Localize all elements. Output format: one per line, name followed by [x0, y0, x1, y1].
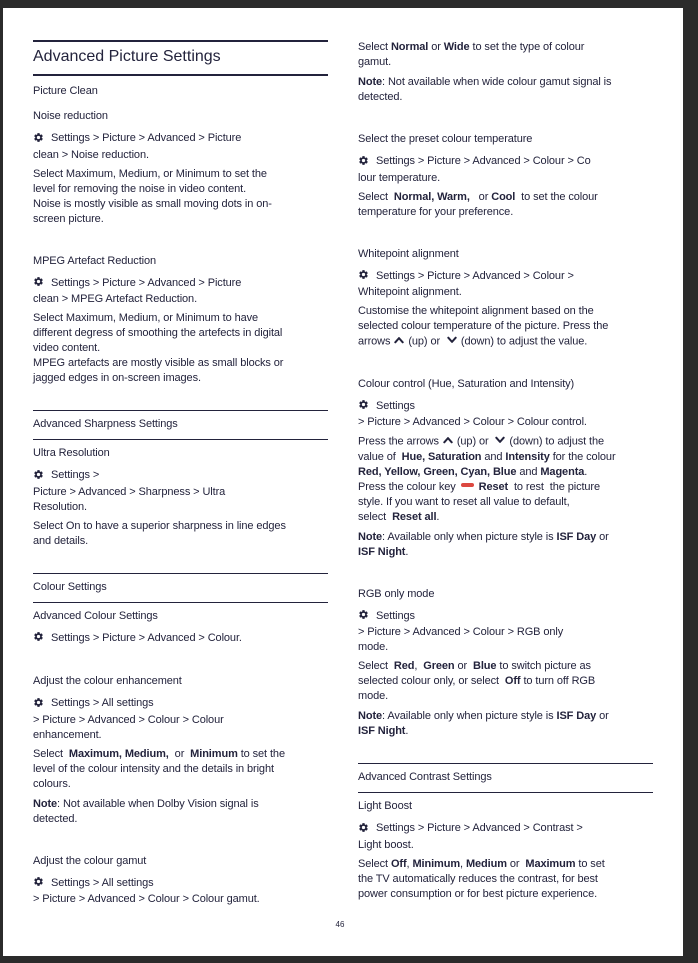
text-run: Select	[358, 857, 391, 870]
document-page	[3, 8, 683, 956]
paragraph	[33, 747, 328, 792]
text-run: the TV automatically reduces the contrast, for best	[358, 872, 598, 885]
topic-heading: Select the preset colour temperature	[358, 133, 533, 145]
paragraph	[358, 40, 653, 70]
topic-heading: Adjust the colour enhancement	[33, 675, 182, 687]
gear-icon	[33, 697, 44, 713]
text-run: arrows	[358, 335, 394, 348]
text-run: for the colour	[549, 450, 616, 463]
bold-text-run: Off	[504, 675, 521, 687]
text-run: : Available only when picture style is	[382, 710, 557, 722]
page-number: 46	[335, 920, 345, 929]
bold-text-run: Maximum, Medium,	[68, 747, 169, 760]
topic-heading: Adjust the colour gamut	[33, 854, 147, 867]
settings-path	[33, 468, 328, 515]
gear-icon	[358, 399, 369, 415]
text-run: : Not available when Dolby Vision signal is	[57, 797, 259, 810]
text-run: enhancement.	[33, 728, 102, 741]
settings-path	[358, 609, 653, 656]
settings-path	[358, 154, 653, 186]
text-run: Picture > Advanced > Sharpness > Ultra	[33, 485, 226, 498]
bold-text-run: Maximum	[525, 857, 576, 870]
bold-text-run: Medium	[465, 857, 507, 870]
paragraph	[358, 434, 653, 525]
text-run: Press the arrows	[358, 435, 442, 448]
bold-text-run: Note	[358, 710, 383, 722]
text-run: Settings > All settings	[51, 876, 154, 889]
text-run: or	[168, 747, 191, 760]
note-paragraph	[358, 75, 653, 105]
text-run: temperature for your preference.	[358, 205, 514, 218]
note-paragraph	[33, 797, 328, 827]
text-run: Whitepoint alignment.	[358, 286, 462, 298]
text-run: to switch picture as	[496, 660, 591, 672]
red-key-icon	[461, 483, 474, 487]
paragraph	[358, 659, 653, 704]
topic-heading: MPEG Artefact Reduction	[33, 254, 157, 267]
section-title: Advanced Picture Settings	[33, 40, 328, 76]
topic-heading: Noise reduction	[33, 110, 108, 122]
page-column-left	[33, 40, 328, 907]
gear-icon	[33, 631, 44, 647]
topic-heading: Advanced Colour Settings	[33, 609, 158, 622]
text-run: Select	[358, 190, 394, 203]
text-run: Settings > All settings	[51, 697, 154, 709]
topic-heading: Whitepoint alignment	[358, 247, 459, 260]
text-run: level of the colour intensity and the details in bright	[33, 762, 274, 775]
text-run: (up) or	[405, 335, 446, 348]
topic-heading: RGB only mode	[358, 587, 435, 600]
text-run: Settings	[376, 399, 415, 412]
ruled-section-heading: Advanced Contrast Settings	[358, 763, 653, 793]
text-run: clean > Noise reduction.	[33, 148, 149, 161]
gear-icon	[33, 469, 44, 485]
text-run: mode.	[358, 641, 389, 653]
text-run: > Picture > Advanced > Colour > RGB only	[358, 626, 564, 638]
bold-text-run: ISF Day	[556, 710, 597, 722]
topic-heading: Light Boost	[358, 800, 412, 812]
text-run: Settings > Picture > Advanced > Contrast >	[376, 822, 583, 834]
paragraph	[358, 304, 653, 350]
text-run: > Picture > Advanced > Colour > Colour gamut.	[33, 893, 260, 905]
text-run: mode.	[358, 690, 389, 702]
text-run: and	[481, 450, 506, 463]
paragraph	[358, 190, 653, 220]
bold-text-run: Note	[358, 530, 383, 543]
text-run: jagged edges in on-screen images.	[33, 372, 201, 384]
text-run: lour temperature.	[358, 171, 441, 184]
bold-text-run: Note	[358, 76, 383, 88]
text-run: > Picture > Advanced > Colour > Colour control.	[358, 416, 587, 428]
text-run: : Not available when wide colour gamut signal is	[382, 76, 612, 88]
text-run: (down) to adjust the value.	[457, 335, 588, 348]
bold-text-run: Hue, Saturation	[401, 450, 482, 463]
text-run: .	[584, 465, 588, 478]
settings-path	[33, 696, 328, 743]
bold-text-run: Reset	[478, 480, 509, 493]
bold-text-run: Note	[33, 797, 58, 810]
text-run: Settings > Picture > Advanced > Picture	[51, 132, 242, 144]
text-run: : Available only when picture style is	[382, 530, 557, 543]
text-run: to set the type of colour	[469, 41, 585, 53]
text-run: MPEG artefacts are mostly visible as small blocks or	[33, 357, 284, 369]
gear-icon	[358, 822, 369, 838]
text-run: Select Maximum, Medium, or Minimum to set the	[33, 167, 267, 180]
text-run: video content.	[33, 342, 101, 354]
bold-text-run: Blue	[473, 660, 497, 672]
text-run: selected colour only, or select	[358, 675, 505, 687]
text-run: and	[516, 465, 541, 478]
text-run: Light boost.	[358, 838, 414, 851]
arrow-up-icon	[394, 334, 404, 349]
text-run: Settings > Picture > Advanced > Picture	[51, 276, 242, 289]
text-run: Settings >	[51, 469, 100, 481]
text-run: Select Maximum, Medium, or Minimum to have	[33, 312, 259, 324]
text-run: or	[506, 857, 526, 870]
text-run: detected.	[358, 91, 403, 103]
text-run: or	[596, 530, 609, 543]
bold-text-run: ISF Night	[358, 725, 406, 737]
text-run: to set the colour	[515, 190, 598, 203]
text-run: Settings > Picture > Advanced > Colour >	[376, 269, 574, 282]
note-paragraph	[358, 709, 653, 739]
text-run: level for removing the noise in video content.	[33, 182, 247, 195]
paragraph	[358, 857, 653, 902]
text-run: Select	[358, 41, 391, 53]
text-run: or	[596, 710, 609, 722]
text-run: or	[428, 41, 444, 53]
text-run: Customise the whitepoint alignment based on the	[358, 305, 594, 317]
text-run: colours.	[33, 777, 71, 790]
bold-text-run: Intensity	[505, 450, 550, 463]
bold-text-run: Reset all	[392, 510, 437, 523]
text-run: ,	[414, 660, 424, 672]
text-run: value of	[358, 450, 402, 463]
bold-text-run: Red, Yellow, Green, Cyan, Blue	[358, 465, 517, 478]
text-run: Settings	[376, 609, 415, 622]
text-run: .	[405, 545, 409, 558]
text-run: different degress of smoothing the artefects in digital	[33, 327, 283, 339]
text-run: power consumption or for best picture experience.	[358, 887, 598, 900]
gear-icon	[358, 609, 369, 625]
arrow-up-icon	[443, 434, 453, 449]
text-run: select	[358, 510, 393, 523]
arrow-down-icon	[447, 334, 457, 349]
gear-icon	[33, 276, 44, 292]
paragraph	[33, 519, 328, 549]
paragraph	[33, 311, 328, 386]
page-column-right	[358, 40, 653, 902]
text-run: Press the colour key	[358, 480, 459, 493]
text-run: ,	[406, 857, 413, 870]
settings-path	[33, 131, 328, 163]
gear-icon	[358, 155, 369, 171]
note-paragraph	[358, 530, 653, 560]
bold-text-run: Minimum	[412, 857, 461, 870]
text-run: Settings > Picture > Advanced > Colour > Co	[376, 155, 591, 167]
text-run: .	[436, 510, 440, 523]
text-run: .	[405, 725, 409, 737]
text-run: (up) or	[453, 435, 495, 448]
bold-text-run: Normal, Warm,	[393, 190, 470, 203]
settings-path	[358, 269, 653, 301]
text-run: Select	[33, 747, 69, 760]
text-run: > Picture > Advanced > Colour > Colour	[33, 713, 224, 726]
settings-path	[358, 821, 653, 853]
settings-path	[33, 876, 328, 908]
text-run: ,	[460, 857, 466, 870]
text-run: or	[454, 660, 473, 672]
text-run: (down) to adjust the	[506, 435, 605, 448]
gear-icon	[33, 876, 44, 892]
text-run: Select	[358, 660, 394, 672]
settings-path	[33, 276, 328, 308]
text-run: Resolution.	[33, 500, 87, 513]
settings-path	[358, 399, 653, 431]
text-run: detected.	[33, 812, 78, 825]
text-run: gamut.	[358, 56, 392, 68]
bold-text-run: Minimum	[190, 747, 238, 760]
gear-icon	[33, 132, 44, 148]
text-run: or	[469, 190, 492, 203]
bold-text-run: Cool	[491, 190, 516, 203]
bold-text-run: Wide	[443, 41, 470, 53]
bold-text-run: Magenta	[540, 465, 585, 478]
text-run: style. If you want to reset all value to default,	[358, 495, 570, 508]
text-run: Noise is mostly visible as small moving dots in on-	[33, 197, 272, 210]
topic-heading: Picture Clean	[33, 85, 98, 97]
paragraph	[33, 167, 328, 227]
settings-path	[33, 631, 328, 648]
bold-text-run: Off	[390, 857, 407, 870]
topic-heading: Colour control (Hue, Saturation and Intensity)	[358, 377, 575, 390]
bold-text-run: Green	[423, 660, 455, 672]
bold-text-run: Normal	[390, 41, 429, 53]
text-run: to set	[575, 857, 605, 870]
text-run: to turn off RGB	[520, 675, 596, 687]
text-run: and details.	[33, 534, 89, 547]
topic-heading: Ultra Resolution	[33, 447, 110, 459]
gear-icon	[358, 269, 369, 285]
arrow-down-icon	[495, 434, 505, 449]
bold-text-run: Red	[393, 660, 415, 672]
text-run: Select On to have a superior sharpness in line edges	[33, 519, 286, 532]
text-run: screen picture.	[33, 212, 104, 225]
ruled-section-heading: Colour Settings	[33, 573, 328, 603]
text-run: clean > MPEG Artefact Reduction.	[33, 293, 198, 305]
bold-text-run: ISF Day	[556, 530, 597, 543]
bold-text-run: ISF Night	[358, 545, 406, 558]
text-run: to rest the picture	[508, 480, 601, 493]
ruled-section-heading: Advanced Sharpness Settings	[33, 410, 328, 440]
text-run: to set the	[237, 747, 285, 760]
text-run: selected colour temperature of the picture. Press the	[358, 320, 609, 332]
text-run: Settings > Picture > Advanced > Colour.	[51, 631, 242, 644]
